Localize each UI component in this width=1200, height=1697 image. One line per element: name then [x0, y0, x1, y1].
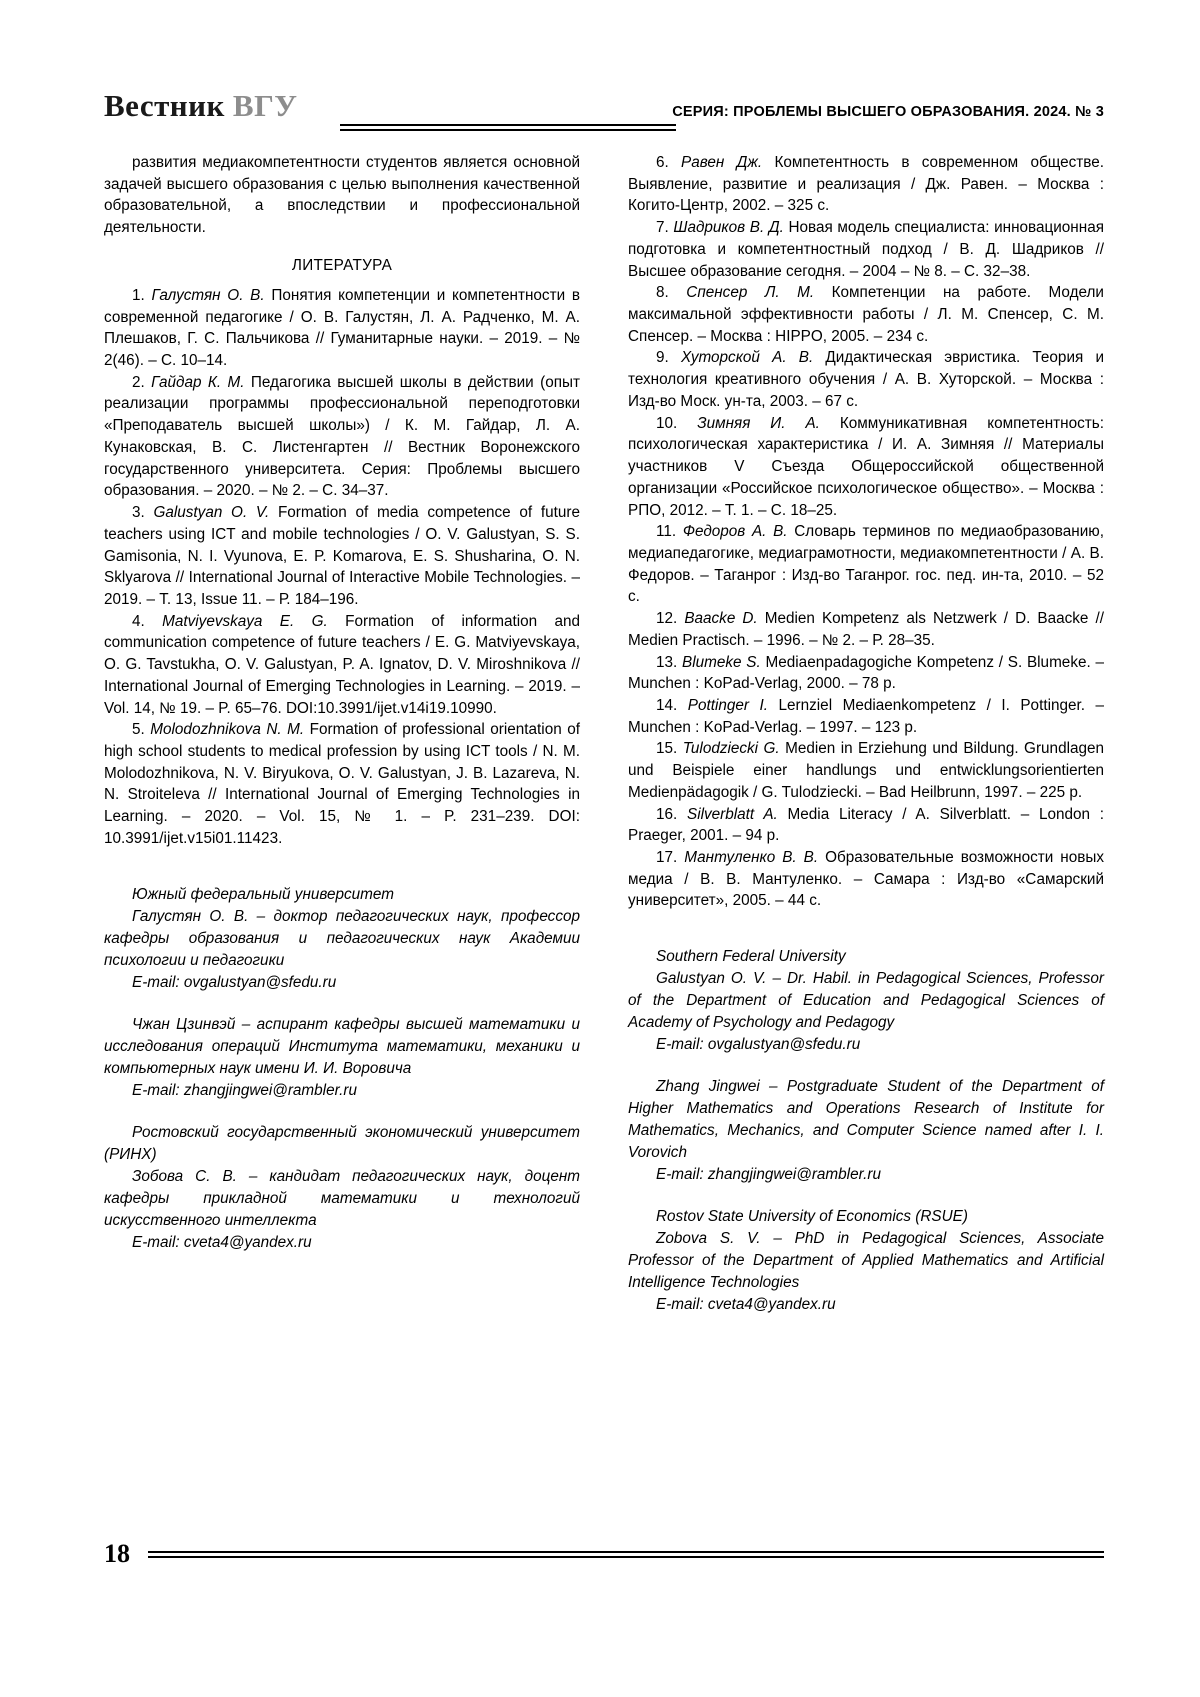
reference-authors: Matviyevskaya E. G.	[162, 612, 328, 630]
affiliation-email[interactable]: E-mail: zhangjingwei@rambler.ru	[656, 1166, 881, 1184]
reference-item	[104, 719, 580, 849]
page-number: 18	[104, 1539, 130, 1568]
reference-number: 3.	[132, 504, 154, 522]
reference-item	[628, 282, 1104, 347]
masthead-main: Вестник	[104, 88, 225, 123]
reference-text: Новая модель специалиста: инновационная подготовка и компетентностный подход / В. Д. Шадриков // Высшее образование сегодня. – 2004 – № 8. – С. 32–38.	[628, 219, 1104, 280]
affiliation-org: Southern Federal University	[656, 948, 846, 966]
reference-number: 14.	[656, 696, 688, 714]
two-column-body	[104, 152, 1104, 1316]
reference-text: Media Literacy / A. Silverblatt. – London : Praeger, 2001. – 94 р.	[628, 805, 1104, 845]
reference-authors: Зимняя И. А.	[697, 414, 820, 432]
reference-text: Formation of media competence of future teachers using ICT and mobile technologies / O. V. Galustyan, S. S. Gamisonia, N. I. Vyunova, E. P. Komarova, E. S. Shusharina, O. N. Sklyarova // International Journal of Interactive Mobile Technologies. – 2019. – Т. 13, Issue 11. – Р. 184–196.	[104, 504, 580, 608]
reference-item	[104, 285, 580, 372]
reference-item	[104, 611, 580, 720]
affiliation-block	[628, 1076, 1104, 1186]
reference-item	[104, 502, 580, 611]
reference-text: Formation of information and communication competence of future teachers / E. G. Matviyevskaya, O. G. Tavstukha, O. V. Galustyan, P. A. Ignatov, D. V. Miroshnikova // International Journal of Emerging Technologies in Learning. – 2019. – Vol. 14, № 19. – P. 65–76. DOI:10.3991/ijet.v14i19.10990.	[104, 612, 581, 717]
reference-item	[104, 372, 580, 502]
affiliation-org: Южный федеральный университет	[132, 885, 395, 903]
affiliation-email[interactable]: E-mail: ovgalustyan@sfedu.ru	[132, 973, 337, 991]
reference-authors: Гайдар К. М.	[151, 373, 245, 391]
header-series-line: СЕРИЯ: ПРОБЛЕМЫ ВЫСШЕГО ОБРАЗОВАНИЯ. 2024. № 3	[672, 104, 1104, 120]
reference-number: 10.	[656, 414, 698, 432]
reference-authors: Спенсер Л. М.	[686, 284, 815, 302]
reference-authors: Molodozhnikova N. M.	[150, 721, 305, 739]
reference-authors: Blumeke S.	[682, 653, 761, 671]
journal-masthead	[104, 88, 298, 124]
reference-item	[628, 652, 1104, 695]
spacer	[628, 1056, 1104, 1076]
reference-text: Образовательные возможности новых медиа / В. В. Мантуленко. – Самара : Изд-во «Самарский университет», 2005. – 44 с.	[628, 849, 1104, 910]
reference-number: 11.	[656, 523, 683, 541]
spacer	[104, 1102, 580, 1122]
affiliation-org: Rostov State University of Economics (RSUE)	[656, 1208, 968, 1226]
reference-item	[628, 521, 1104, 608]
spacer	[628, 1186, 1104, 1206]
reference-text: Дидактическая эвристика. Теория и технология креативного обучения / А. В. Хуторской. – Москва : Изд-во Моск. ун-та, 2003. – 67 с.	[628, 349, 1104, 410]
masthead-abbrev: ВГУ	[232, 88, 298, 123]
reference-authors: Baacke D.	[684, 610, 758, 628]
reference-authors: Галустян О. В.	[151, 286, 265, 304]
reference-number: 6.	[656, 154, 682, 171]
reference-text: Medien Kompetenz als Netzwerk / D. Baacke // Medien Practisch. – 1996. – № 2. – Р. 28–35.	[628, 610, 1104, 649]
reference-authors: Хуторской А. В.	[680, 349, 814, 367]
left-column	[104, 152, 580, 1316]
reference-text: Словарь терминов по медиаобразованию, медиапедагогике, медиаграмотности, медиакомпетентности / А. В. Федоров. – Таганрог : Изд-во Таганрог. гос. пед. ин-та, 2010. – 52 с.	[628, 523, 1104, 606]
spacer	[628, 912, 1104, 929]
reference-number: 2.	[132, 373, 152, 391]
affiliation-block	[628, 946, 1104, 1056]
spacer	[104, 867, 580, 884]
reference-text: Lernziel Mediaenkompetenz / I. Pottinger. – Munchen : KoPad-Verlag. – 1997. – 123 р.	[628, 696, 1104, 736]
affiliation-block	[104, 884, 580, 994]
affiliation-email[interactable]: E-mail: zhangjingwei@rambler.ru	[132, 1081, 357, 1099]
reference-number: 12.	[656, 610, 685, 628]
reference-authors: Федоров А. В.	[682, 523, 788, 541]
affiliation-org: Ростовский государственный экономический университет (РИНХ)	[104, 1123, 580, 1163]
reference-text: Понятия компетенции и компетентности в современной педагогике / О. В. Галустян, Л. А. Радченко, М. А. Плешаков, Г. С. Пальчикова // Гуманитарные науки. – 2019. – № 2(46). – С. 10–14.	[104, 286, 580, 370]
affiliation-person: Галустян О. В. – доктор педагогических наук, профессор кафедры образования и педагогических наук Академии психологии и педагогики	[104, 907, 580, 969]
affiliation-block	[104, 1014, 580, 1102]
reference-item	[628, 152, 1104, 217]
reference-text: Компетентность в современном обществе. Выявление, развитие и реализация / Дж. Равен. – Москва : Когито-Центр, 2002. – 325 с.	[628, 154, 1104, 215]
references-heading: ЛИТЕРАТУРА	[291, 256, 393, 274]
reference-text: Mediaenpadagogiche Kompetenz / S. Blumeke. – Munchen : KoPad-Verlag, 2000. – 78 р.	[628, 653, 1104, 693]
reference-authors: Galustyan O. V.	[153, 504, 270, 522]
reference-text: Коммуникативная компетентность: психологическая характеристика / И. А. Зимняя // Материалы участников V Съезда Общероссийской общественной организации «Российское психологическое общество». – Москва : РПО, 2012. – Т. 1. – С. 18–25.	[628, 414, 1104, 519]
affiliation-block	[628, 1206, 1104, 1316]
spacer	[104, 850, 580, 867]
footer-divider	[148, 1551, 1104, 1558]
reference-number: 4.	[132, 612, 163, 630]
reference-number: 13.	[656, 653, 683, 671]
reference-number: 9.	[656, 349, 681, 367]
affiliation-person: Зобова С. В. – кандидат педагогических наук, доцент кафедры прикладной математики и технологий искусственного интеллекта	[104, 1167, 580, 1229]
reference-text: Педагогика высшей школы в действии (опыт реализации программы профессиональной переподготовки «Преподаватель высшей школы») / К. М. Гайдар, Л. А. Кунаковская, В. С. Листенгартен // Вестник Воронежского государственного университета. Серия: Проблемы высшего образования. – 2020. – № 2. – С. 34–37.	[104, 373, 580, 500]
reference-number: 8.	[656, 284, 687, 302]
reference-item	[628, 608, 1104, 651]
reference-authors: Шадриков В. Д.	[673, 219, 784, 237]
affiliation-email[interactable]: E-mail: cveta4@yandex.ru	[656, 1296, 836, 1314]
reference-number: 15.	[656, 740, 683, 758]
reference-text: Компетенции на работе. Модели максимальной эффективности работы / Л. М. Спенсер, С. М. Спенсер. – Москва : HIPPO, 2005. – 234 с.	[628, 284, 1104, 345]
affiliation-block	[104, 1122, 580, 1254]
reference-number: 1.	[132, 286, 152, 304]
reference-authors: Равен Дж.	[681, 154, 763, 171]
continued-paragraph: развития медиакомпетентности студентов является основной задачей высшего образования с целью выполнения качественной образовательной, а впоследствии и профессиональной деятельности.	[104, 154, 580, 237]
affiliation-person: Zobova S. V. – PhD in Pedagogical Sciences, Associate Professor of the Department of Applied Mathematics and Artificial Intelligence Technologies	[628, 1230, 1104, 1292]
reference-authors: Silverblatt A.	[687, 805, 778, 823]
right-column	[628, 152, 1104, 1316]
reference-text: Medien in Erziehung und Bildung. Grundlagen und Beispiele einer handlungs und entwicklungsorientierten Medienpädagogik / G. Tulodziecki. – Bad Heilbrunn, 1997. – 225 р.	[628, 740, 1104, 801]
affiliation-person: Чжан Цзинвэй – аспирант кафедры высшей математики и исследования операций Института математики, механики и компьютерных наук имени И. И. Воровича	[104, 1015, 580, 1077]
reference-number: 5.	[132, 721, 151, 739]
affiliation-email[interactable]: E-mail: ovgalustyan@sfedu.ru	[656, 1036, 861, 1054]
reference-number: 7.	[656, 219, 674, 237]
affiliation-email[interactable]: E-mail: cveta4@yandex.ru	[132, 1233, 312, 1251]
reference-authors: Pottinger I.	[687, 696, 769, 714]
reference-item	[628, 695, 1104, 738]
spacer	[104, 994, 580, 1014]
reference-number: 16.	[656, 805, 688, 823]
spacer	[628, 929, 1104, 946]
reference-item	[628, 804, 1104, 847]
reference-item	[628, 347, 1104, 412]
page-footer	[104, 1539, 1104, 1569]
reference-number: 17.	[656, 849, 685, 866]
header-divider	[340, 124, 676, 131]
reference-item	[628, 217, 1104, 282]
reference-authors: Мантуленко В. В.	[684, 849, 819, 866]
affiliation-person: Galustyan O. V. – Dr. Habil. in Pedagogical Sciences, Professor of the Department of Education and Pedagogical Sciences of Academy of Psychology and Pedagogy	[628, 970, 1104, 1032]
reference-item	[628, 413, 1104, 522]
page-header	[104, 88, 1104, 138]
reference-authors: Tulodziecki G.	[682, 740, 780, 758]
reference-item	[628, 738, 1104, 803]
affiliation-person: Zhang Jingwei – Postgraduate Student of the Department of Higher Mathematics and Operations Research of Institute for Mathematics, Mechanics, and Computer Science named after I. I. Vorovich	[628, 1078, 1104, 1162]
reference-text: Formation of professional orientation of high school students to medical profession by using ICT tools / N. M. Molodozhnikova, N. V. Biryukova, O. V. Galustyan, J. B. Lazareva, N. N. Stroiteleva // International Journal of Emerging Technologies in Learning. – 2020. – Vol. 15, № 1. – P. 231–239. DOI: 10.3991/ijet.v15i01.11423.	[104, 721, 580, 847]
reference-item	[628, 847, 1104, 912]
